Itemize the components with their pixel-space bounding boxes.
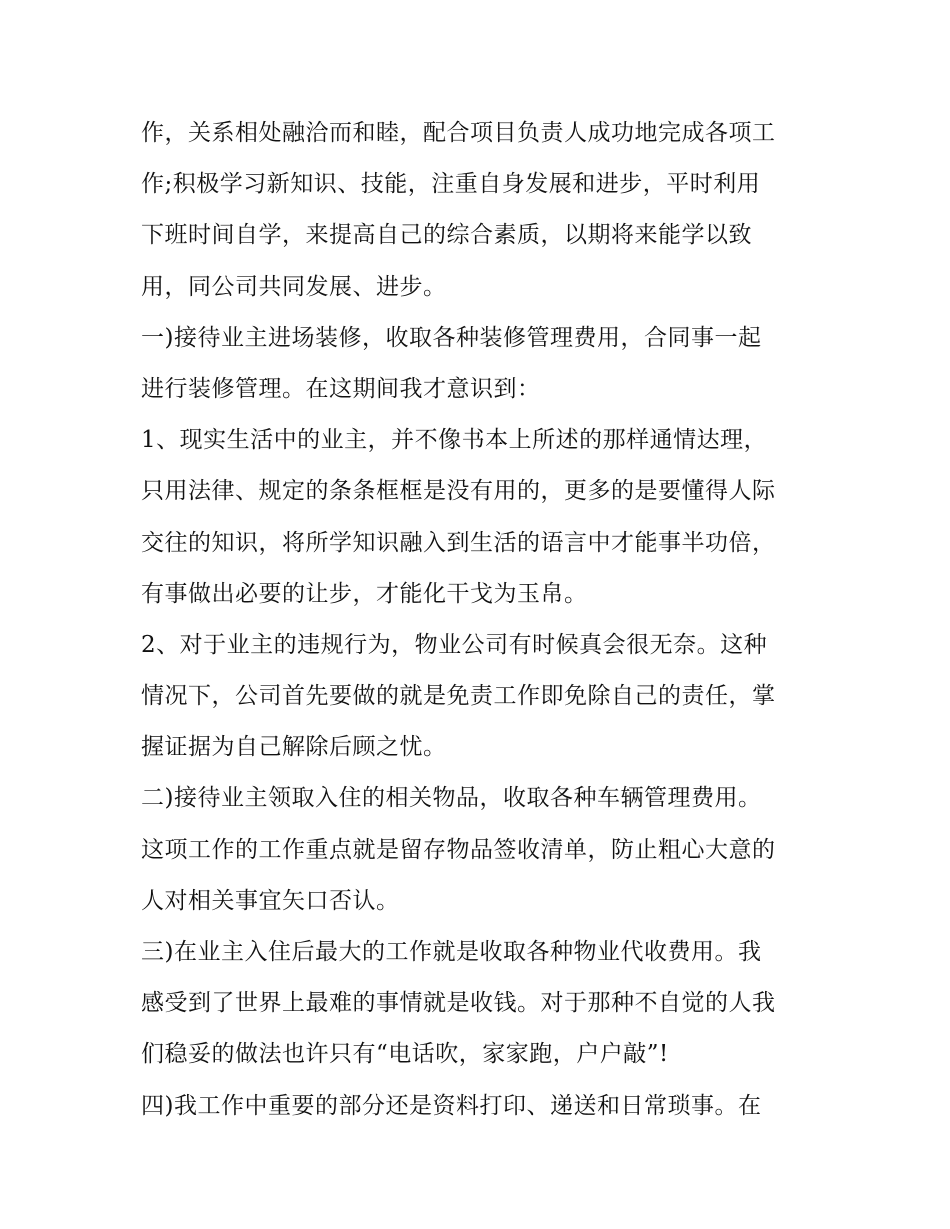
text-line: 用，同公司共同发展、进步。: [141, 273, 447, 300]
section-heading-line: 一)接待业主进场装修，收取各种装修管理费用，合同事一起: [141, 324, 762, 351]
numbered-item-line: 1、现实生活中的业主，并不像书本上所述的那样通情达理，: [141, 427, 768, 454]
text-line: 有事做出必要的让步，才能化干戈为玉帛。: [141, 580, 588, 607]
text-line: 只用法律、规定的条条框框是没有用的，更多的是要懂得人际: [141, 478, 776, 505]
section-heading-line: 三)在业主入住后最大的工作就是收取各种物业代收费用。我: [141, 939, 762, 965]
text-line: 人对相关事宜矢口否认。: [141, 887, 400, 914]
text-line: 交往的知识，将所学知识融入到生活的语言中才能事半功倍，: [141, 529, 776, 556]
text-line: 情况下，公司首先要做的就是免责工作即免除自己的责任，掌: [141, 683, 776, 710]
document-body: [141, 108, 821, 1132]
text-line: 作;积极学习新知识、技能，注重自身发展和进步，平时利用: [141, 171, 761, 198]
text-line: 握证据为自己解除后顾之忧。: [141, 734, 447, 761]
text-line: 下班时间自学，来提高自己的综合素质，以期将来能学以致: [141, 222, 752, 249]
text-line: 作，关系相处融洽而和睦，配合项目负责人成功地完成各项工: [141, 120, 776, 146]
text-line: 们稳妥的做法也许只有“电话吹，家家跑，户户敲”!: [141, 1041, 669, 1068]
text-line: 这项工作的工作重点就是留存物品签收清单，防止粗心大意的: [141, 836, 776, 863]
text-line: 进行装修管理。在这期间我才意识到：: [141, 375, 541, 402]
section-heading-line: 二)接待业主领取入住的相关物品，收取各种车辆管理费用。: [141, 785, 762, 812]
numbered-item-line: 2、对于业主的违规行为，物业公司有时候真会很无奈。这种: [141, 631, 768, 658]
text-line: 感受到了世界上最难的事情就是收钱。对于那种不自觉的人我: [141, 990, 776, 1017]
section-heading-line: 四)我工作中重要的部分还是资料打印、递送和日常琐事。在: [141, 1092, 762, 1119]
